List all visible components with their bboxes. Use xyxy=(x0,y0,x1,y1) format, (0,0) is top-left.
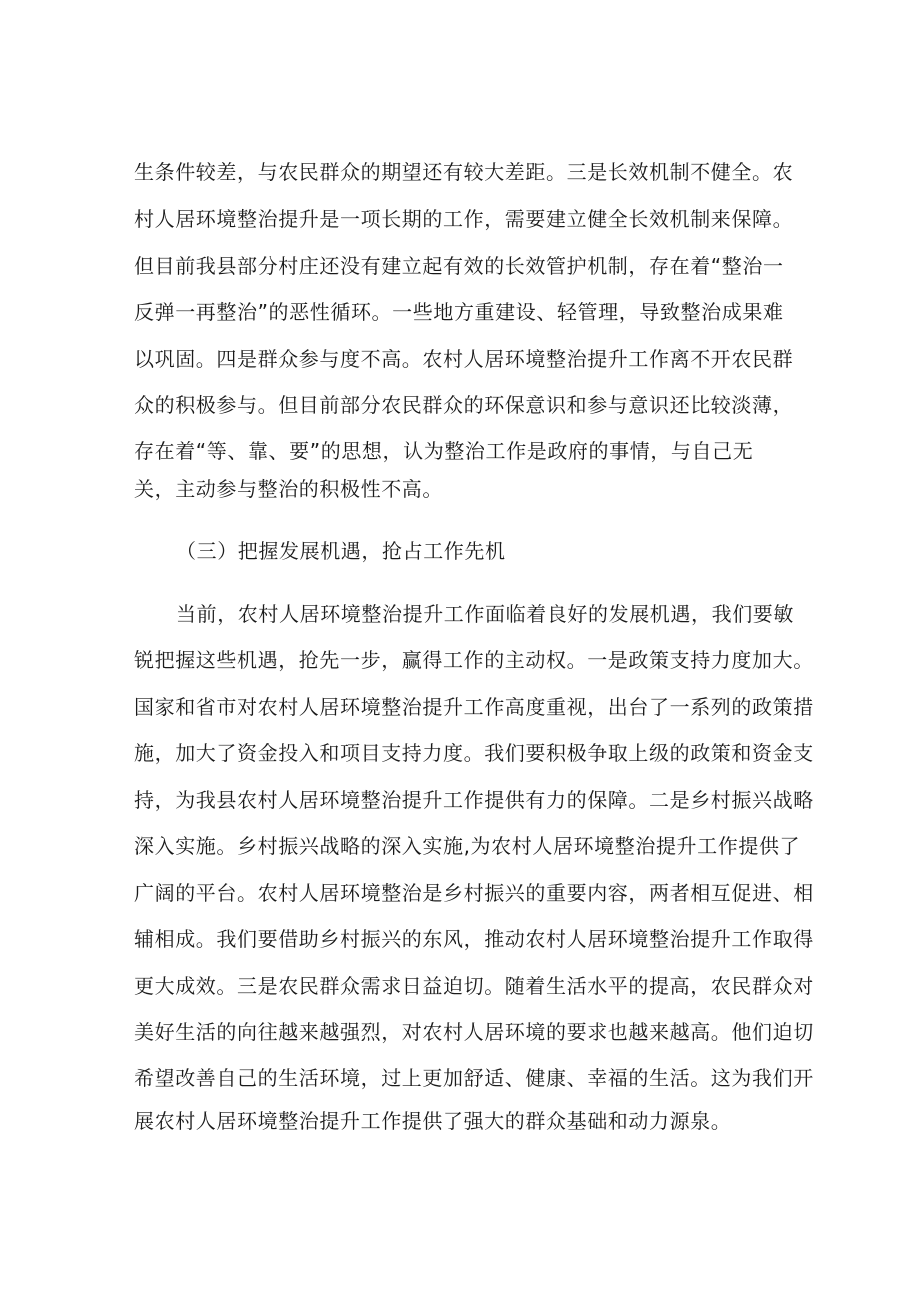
text-line: 生条件较差，与农民群众的期望还有较大差距。三是长效机制不健全。农 xyxy=(134,160,794,184)
text-line: 但目前我县部分村庄还没有建立起有效的长效管护机制，存在着“整治一 xyxy=(134,254,784,278)
text-line: 更大成效。三是农民群众需求日益迫切。随着生活水平的提高，农民群众对 xyxy=(134,974,814,998)
text-line: 美好生活的向往越来越强烈，对农村人居环境的要求也越来越高。他们迫切 xyxy=(134,1020,814,1044)
text-line: 深入实施。乡村振兴战略的深入实施,为农村人居环境整治提升工作提供了 xyxy=(134,834,801,858)
text-line: 村人居环境整治提升是一项长期的工作，需要建立健全长效机制来保障。 xyxy=(134,207,794,231)
text-line: 国家和省市对农村人居环境整治提升工作高度重视，出台了一系列的政策措 xyxy=(134,695,814,719)
text-line: 存在着“等、靠、要”的思想，认为整治工作是政府的事情，与自己无 xyxy=(134,439,754,463)
text-line: 当前，农村人居环境整治提升工作面临着良好的发展机遇，我们要敏 xyxy=(176,602,794,626)
text-line: 施，加大了资金投入和项目支持力度。我们要积极争取上级的政策和资金支 xyxy=(134,741,814,765)
text-line: 广阔的平台。农村人居环境整治是乡村振兴的重要内容，两者相互促进、相 xyxy=(134,881,814,905)
text-line: 希望改善自己的生活环境，过上更加舒适、健康、幸福的生活。这为我们开 xyxy=(134,1066,814,1090)
text-line: 众的积极参与。但目前部分农民群众的环保意识和参与意识还比较淡薄， xyxy=(134,393,794,417)
text-line: 以巩固。四是群众参与度不高。农村人居环境整治提升工作离不开农民群 xyxy=(134,347,794,371)
section-heading: （三）把握发展机遇，抢占工作先机 xyxy=(176,539,506,563)
text-line: 关，主动参与整治的积极性不高。 xyxy=(134,477,443,501)
text-line: 锐把握这些机遇，抢先一步，赢得工作的主动权。一是政策支持力度加大。 xyxy=(134,648,814,672)
text-line: 持，为我县农村人居环境整治提升工作提供有力的保障。二是乡村振兴战略 xyxy=(134,788,814,812)
text-line: 反弹一再整治”的恶性循环。一些地方重建设、轻管理，导致整治成果难 xyxy=(134,300,784,324)
text-line: 展农村人居环境整治提升工作提供了强大的群众基础和动力源泉。 xyxy=(134,1109,732,1133)
text-line: 辅相成。我们要借助乡村振兴的东风，推动农村人居环境整治提升工作取得 xyxy=(134,927,814,951)
